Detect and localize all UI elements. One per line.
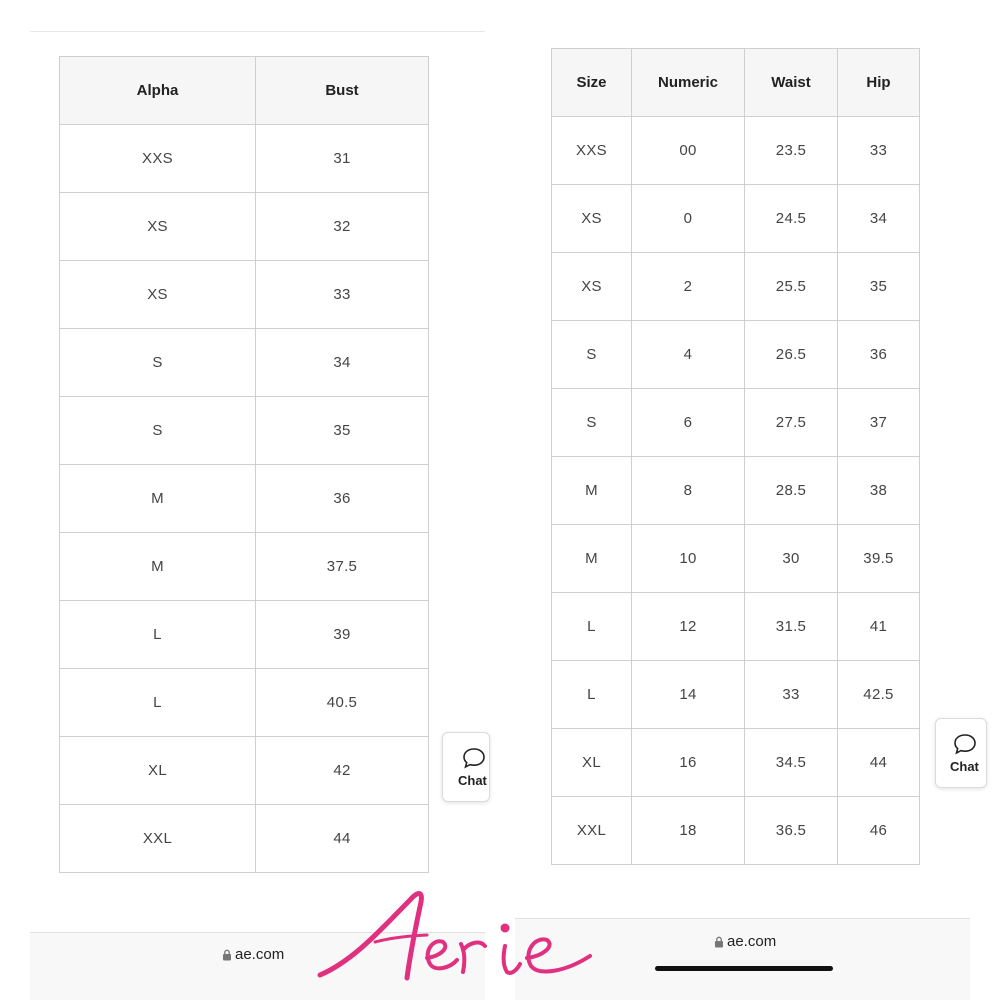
top-divider [30, 31, 485, 32]
table-row [60, 737, 429, 805]
table-row [60, 329, 429, 397]
cell-size: XS [552, 253, 632, 321]
table-row [60, 601, 429, 669]
cell-waist: 27.5 [745, 389, 838, 457]
table-row [60, 193, 429, 261]
cell-bust: 42 [256, 737, 429, 805]
column-header-hip: Hip [838, 49, 920, 117]
cell-size: S [552, 321, 632, 389]
lock-icon [714, 936, 724, 948]
table-row [552, 185, 920, 253]
cell-hip: 33 [838, 117, 920, 185]
waist-hip-size-table [551, 48, 920, 865]
table-row [552, 729, 920, 797]
home-indicator[interactable] [655, 966, 833, 971]
column-header-waist: Waist [745, 49, 838, 117]
table-row [552, 253, 920, 321]
cell-numeric: 2 [632, 253, 745, 321]
chat-button[interactable] [442, 732, 490, 802]
cell-waist: 25.5 [745, 253, 838, 321]
cell-size: XS [552, 185, 632, 253]
speech-bubble-icon [953, 733, 977, 755]
cell-alpha: M [60, 465, 256, 533]
cell-alpha: S [60, 329, 256, 397]
cell-alpha: L [60, 669, 256, 737]
cell-numeric: 8 [632, 457, 745, 525]
cell-numeric: 16 [632, 729, 745, 797]
cell-alpha: XXS [60, 125, 256, 193]
cell-waist: 36.5 [745, 797, 838, 865]
table-row [60, 125, 429, 193]
table-row [60, 261, 429, 329]
cell-bust: 37.5 [256, 533, 429, 601]
address-bar[interactable] [714, 933, 776, 950]
column-header-size: Size [552, 49, 632, 117]
url-text: ae.com [727, 933, 777, 950]
cell-size: L [552, 593, 632, 661]
cell-hip: 38 [838, 457, 920, 525]
cell-waist: 28.5 [745, 457, 838, 525]
cell-bust: 36 [256, 465, 429, 533]
cell-bust: 31 [256, 125, 429, 193]
table-row [552, 389, 920, 457]
chat-label: Chat [458, 773, 487, 788]
table-row [60, 805, 429, 873]
cell-numeric: 10 [632, 525, 745, 593]
cell-numeric: 6 [632, 389, 745, 457]
table-row [552, 457, 920, 525]
speech-bubble-icon [462, 747, 486, 769]
table-row [60, 397, 429, 465]
cell-alpha: S [60, 397, 256, 465]
column-header-numeric: Numeric [632, 49, 745, 117]
table-header-row [60, 57, 429, 125]
cell-waist: 31.5 [745, 593, 838, 661]
cell-hip: 34 [838, 185, 920, 253]
table-row [552, 117, 920, 185]
cell-alpha: XXL [60, 805, 256, 873]
chat-label: Chat [950, 759, 979, 774]
table-row [552, 661, 920, 729]
cell-numeric: 14 [632, 661, 745, 729]
table-row [552, 797, 920, 865]
cell-numeric: 00 [632, 117, 745, 185]
cell-waist: 26.5 [745, 321, 838, 389]
cell-waist: 23.5 [745, 117, 838, 185]
cell-hip: 46 [838, 797, 920, 865]
chat-button[interactable] [935, 718, 987, 788]
column-header-alpha: Alpha [60, 57, 256, 125]
table-row [60, 533, 429, 601]
cell-size: M [552, 525, 632, 593]
cell-size: XXL [552, 797, 632, 865]
cell-bust: 40.5 [256, 669, 429, 737]
cell-bust: 32 [256, 193, 429, 261]
url-text: ae.com [235, 946, 285, 963]
cell-hip: 37 [838, 389, 920, 457]
cell-waist: 34.5 [745, 729, 838, 797]
address-bar[interactable] [222, 946, 284, 963]
cell-waist: 33 [745, 661, 838, 729]
cell-bust: 39 [256, 601, 429, 669]
cell-numeric: 0 [632, 185, 745, 253]
cell-hip: 36 [838, 321, 920, 389]
cell-hip: 41 [838, 593, 920, 661]
cell-size: XXS [552, 117, 632, 185]
cell-size: L [552, 661, 632, 729]
table-row [552, 525, 920, 593]
cell-alpha: XS [60, 193, 256, 261]
cell-size: S [552, 389, 632, 457]
cell-numeric: 4 [632, 321, 745, 389]
cell-waist: 24.5 [745, 185, 838, 253]
cell-numeric: 12 [632, 593, 745, 661]
cell-hip: 39.5 [838, 525, 920, 593]
table-row [552, 593, 920, 661]
cell-bust: 34 [256, 329, 429, 397]
cell-alpha: XS [60, 261, 256, 329]
cell-size: M [552, 457, 632, 525]
cell-size: XL [552, 729, 632, 797]
table-row [552, 321, 920, 389]
cell-hip: 44 [838, 729, 920, 797]
column-header-bust: Bust [256, 57, 429, 125]
bust-size-table [59, 56, 429, 873]
cell-alpha: XL [60, 737, 256, 805]
cell-bust: 35 [256, 397, 429, 465]
cell-hip: 42.5 [838, 661, 920, 729]
cell-numeric: 18 [632, 797, 745, 865]
table-header-row [552, 49, 920, 117]
cell-alpha: M [60, 533, 256, 601]
cell-bust: 33 [256, 261, 429, 329]
cell-alpha: L [60, 601, 256, 669]
table-row [60, 669, 429, 737]
aerie-logo [315, 880, 615, 990]
table-row [60, 465, 429, 533]
lock-icon [222, 949, 232, 961]
cell-bust: 44 [256, 805, 429, 873]
cell-waist: 30 [745, 525, 838, 593]
cell-hip: 35 [838, 253, 920, 321]
